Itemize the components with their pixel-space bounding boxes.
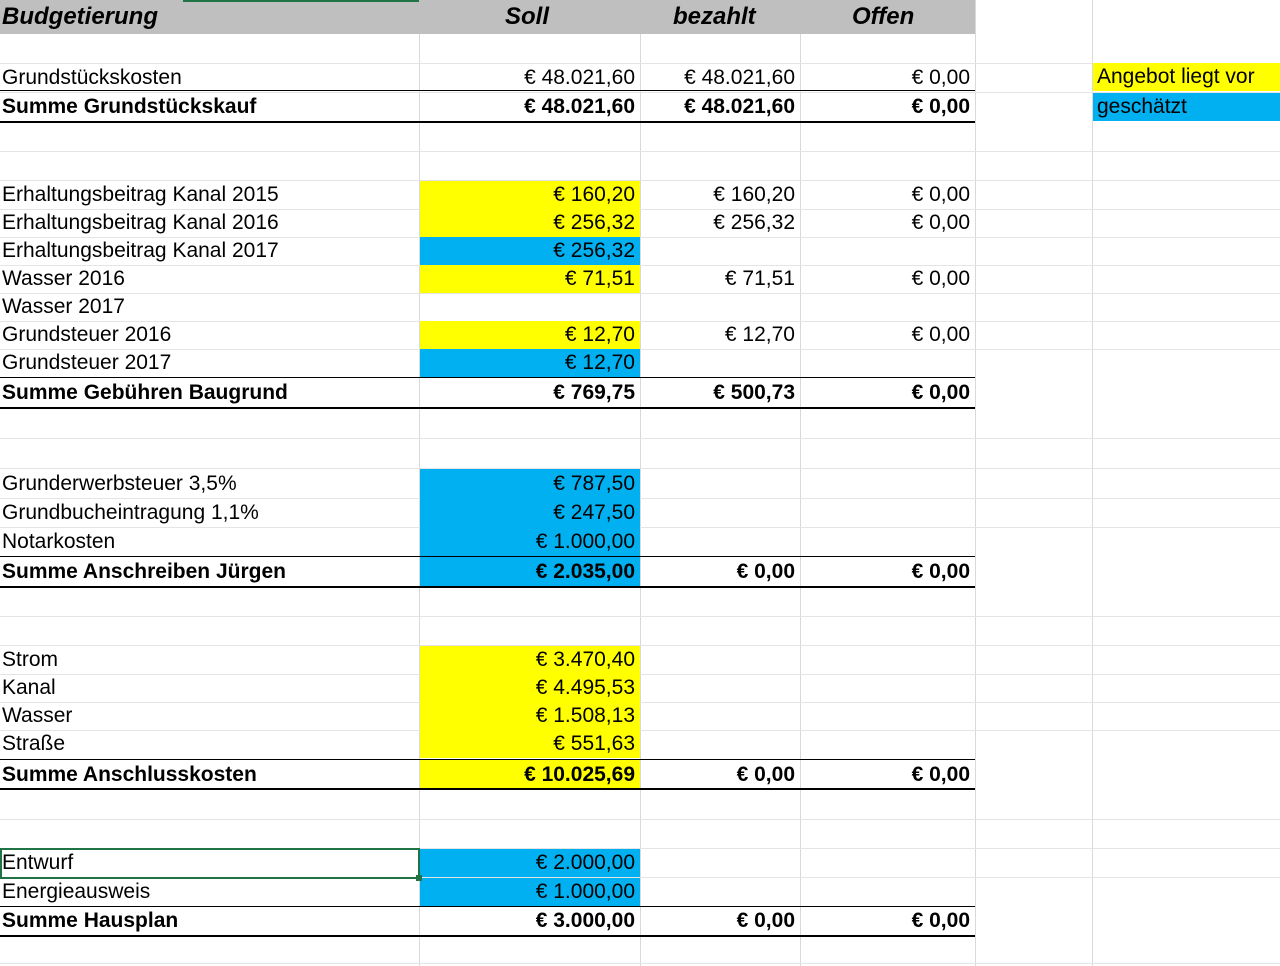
sum-offen[interactable]: € 0,00 [911, 380, 970, 404]
empty-row[interactable] [0, 790, 1280, 820]
row-label[interactable]: Grunderwerbsteuer 3,5% [2, 471, 237, 495]
legend-offer[interactable]: Angebot liegt vor [1093, 63, 1280, 91]
offen-cell[interactable] [801, 469, 975, 498]
sum-label[interactable]: Summe Gebühren Baugrund [2, 380, 288, 404]
header-row [0, 0, 975, 34]
soll-cell[interactable]: € 2.000,00 [420, 849, 640, 877]
soll-cell[interactable]: € 1.000,00 [420, 527, 640, 556]
empty-row[interactable] [0, 588, 1280, 617]
bezahlt-cell[interactable] [641, 674, 800, 702]
bezahlt-cell[interactable] [641, 349, 800, 377]
sum-soll[interactable]: € 769,75 [553, 380, 635, 404]
offen-cell[interactable] [801, 349, 975, 377]
sum-bezahlt[interactable]: € 0,00 [736, 909, 795, 932]
bezahlt-cell[interactable] [641, 878, 800, 906]
soll-cell[interactable]: € 1.000,00 [420, 878, 640, 906]
empty-row[interactable] [0, 409, 1280, 439]
empty-row[interactable] [0, 616, 1280, 646]
sum-label[interactable]: Summe Hausplan [2, 909, 179, 932]
sum-soll[interactable]: € 10.025,69 [420, 760, 640, 789]
offen-cell[interactable] [801, 237, 975, 265]
soll-cell[interactable]: € 551,63 [420, 730, 640, 758]
empty-row[interactable] [0, 34, 1280, 64]
sum-bezahlt[interactable]: € 0,00 [736, 762, 795, 786]
row-label[interactable]: Entwurf [2, 851, 74, 874]
bezahlt-cell[interactable] [641, 498, 800, 527]
empty-row[interactable] [0, 937, 1280, 964]
row-label[interactable]: Grundsteuer 2017 [2, 351, 172, 374]
header-offen[interactable]: Offen [852, 3, 915, 30]
sum-row[interactable] [0, 907, 1280, 935]
sum-row[interactable] [0, 92, 1280, 121]
table-row[interactable] [0, 878, 1280, 906]
sum-offen[interactable]: € 0,00 [911, 762, 970, 786]
table-row[interactable] [0, 293, 1280, 322]
row-label[interactable]: Straße [2, 732, 66, 755]
table-row[interactable] [0, 469, 1280, 499]
soll-cell[interactable]: € 256,32 [420, 237, 640, 265]
soll-cell[interactable]: € 256,32 [420, 209, 640, 237]
offen-cell[interactable] [801, 527, 975, 556]
table-row[interactable] [0, 674, 1280, 703]
sum-offen[interactable]: € 0,00 [911, 909, 970, 932]
offen-cell[interactable] [801, 498, 975, 527]
bezahlt-cell[interactable] [641, 293, 800, 321]
bezahlt-cell[interactable] [641, 469, 800, 498]
bezahlt-cell[interactable]: € 160,20 [713, 183, 795, 206]
row-label[interactable]: Grundstückskosten [2, 65, 182, 89]
empty-row[interactable] [0, 123, 1280, 152]
offen-cell[interactable] [801, 849, 975, 877]
soll-cell[interactable]: € 787,50 [420, 469, 640, 498]
bezahlt-cell[interactable] [641, 237, 800, 265]
row-label[interactable]: Wasser 2016 [2, 267, 125, 290]
offen-cell[interactable] [801, 674, 975, 702]
table-row[interactable] [0, 527, 1280, 556]
sum-offen[interactable]: € 0,00 [911, 94, 970, 118]
row-label[interactable]: Erhaltungsbeitrag Kanal 2016 [2, 211, 279, 234]
soll-cell[interactable]: € 1.508,13 [420, 702, 640, 730]
table-row[interactable] [0, 349, 1280, 377]
offen-cell[interactable]: € 0,00 [911, 323, 970, 346]
row-label[interactable]: Grundbucheintragung 1,1% [2, 500, 259, 524]
soll-cell[interactable]: € 71,51 [420, 265, 640, 293]
row-label[interactable]: Wasser 2017 [2, 295, 125, 318]
sum-row[interactable] [0, 557, 1280, 586]
table-row[interactable] [0, 181, 1280, 210]
empty-row[interactable] [0, 438, 1280, 469]
offen-cell[interactable] [801, 878, 975, 906]
bezahlt-cell[interactable]: € 71,51 [724, 267, 795, 290]
sum-soll[interactable]: € 3.000,00 [535, 909, 635, 932]
sum-bezahlt[interactable]: € 0,00 [736, 559, 795, 583]
sum-soll[interactable]: € 48.021,60 [524, 94, 635, 118]
table-row[interactable] [0, 498, 1280, 528]
offen-cell[interactable]: € 0,00 [911, 211, 970, 234]
sum-bezahlt[interactable]: € 500,73 [713, 380, 795, 404]
table-row[interactable] [0, 237, 1280, 266]
row-label[interactable]: Notarkosten [2, 529, 116, 553]
soll-cell[interactable]: € 3.470,40 [420, 646, 640, 674]
row-label[interactable]: Wasser [2, 704, 73, 727]
bezahlt-cell[interactable] [641, 849, 800, 877]
bezahlt-cell[interactable] [641, 646, 800, 674]
offen-cell[interactable]: € 0,00 [911, 65, 970, 89]
row-label[interactable]: Erhaltungsbeitrag Kanal 2015 [2, 183, 279, 206]
table-row[interactable] [0, 63, 1280, 93]
selected-cell-outline [0, 848, 420, 879]
soll-cell[interactable]: € 247,50 [420, 498, 640, 527]
row-label[interactable]: Kanal [2, 676, 56, 699]
soll-cell[interactable]: € 12,70 [420, 349, 640, 377]
bezahlt-cell[interactable]: € 12,70 [724, 323, 795, 346]
bezahlt-cell[interactable] [641, 702, 800, 730]
row-label[interactable]: Energieausweis [2, 880, 151, 903]
table-row[interactable] [0, 646, 1280, 675]
table-row[interactable] [0, 265, 1280, 294]
fill-handle[interactable] [416, 875, 422, 881]
bezahlt-cell[interactable]: € 48.021,60 [684, 65, 795, 89]
bezahlt-cell[interactable] [641, 527, 800, 556]
offen-cell[interactable]: € 0,00 [911, 183, 970, 206]
sum-label[interactable]: Summe Grundstückskauf [2, 94, 257, 118]
table-row[interactable] [0, 730, 1280, 758]
bezahlt-cell[interactable] [641, 730, 800, 758]
soll-cell[interactable] [420, 293, 640, 321]
sum-soll[interactable]: € 2.035,00 [420, 557, 640, 586]
row-label[interactable]: Grundsteuer 2016 [2, 323, 172, 346]
table-row[interactable] [0, 209, 1280, 238]
table-row[interactable] [0, 702, 1280, 731]
row-label[interactable]: Strom [2, 648, 59, 671]
soll-cell[interactable]: € 4.495,53 [420, 674, 640, 702]
soll-cell[interactable]: € 160,20 [420, 181, 640, 209]
active-column-indicator [183, 0, 419, 2]
header-soll[interactable]: Soll [505, 3, 550, 30]
empty-row[interactable] [0, 151, 1280, 181]
sum-row[interactable] [0, 760, 1280, 789]
offen-cell[interactable]: € 0,00 [911, 267, 970, 290]
legend-estimated[interactable]: geschätzt [1093, 93, 1280, 121]
offen-cell[interactable] [801, 646, 975, 674]
offen-cell[interactable] [801, 730, 975, 758]
sum-row[interactable] [0, 378, 1280, 407]
sum-label[interactable]: Summe Anschlusskosten [2, 762, 257, 786]
header-title[interactable]: Budgetierung [2, 3, 158, 30]
offen-cell[interactable] [801, 293, 975, 321]
soll-cell[interactable]: € 48.021,60 [524, 65, 635, 89]
soll-cell[interactable]: € 12,70 [420, 321, 640, 349]
offen-cell[interactable] [801, 702, 975, 730]
empty-row[interactable] [0, 819, 1280, 849]
bezahlt-cell[interactable]: € 256,32 [713, 211, 795, 234]
sum-bezahlt[interactable]: € 48.021,60 [684, 94, 795, 118]
table-row[interactable] [0, 321, 1280, 350]
row-label[interactable]: Erhaltungsbeitrag Kanal 2017 [2, 239, 279, 262]
sum-offen[interactable]: € 0,00 [911, 559, 970, 583]
sum-label[interactable]: Summe Anschreiben Jürgen [2, 559, 286, 583]
sum-top-border [0, 90, 975, 91]
header-bezahlt[interactable]: bezahlt [673, 3, 756, 30]
